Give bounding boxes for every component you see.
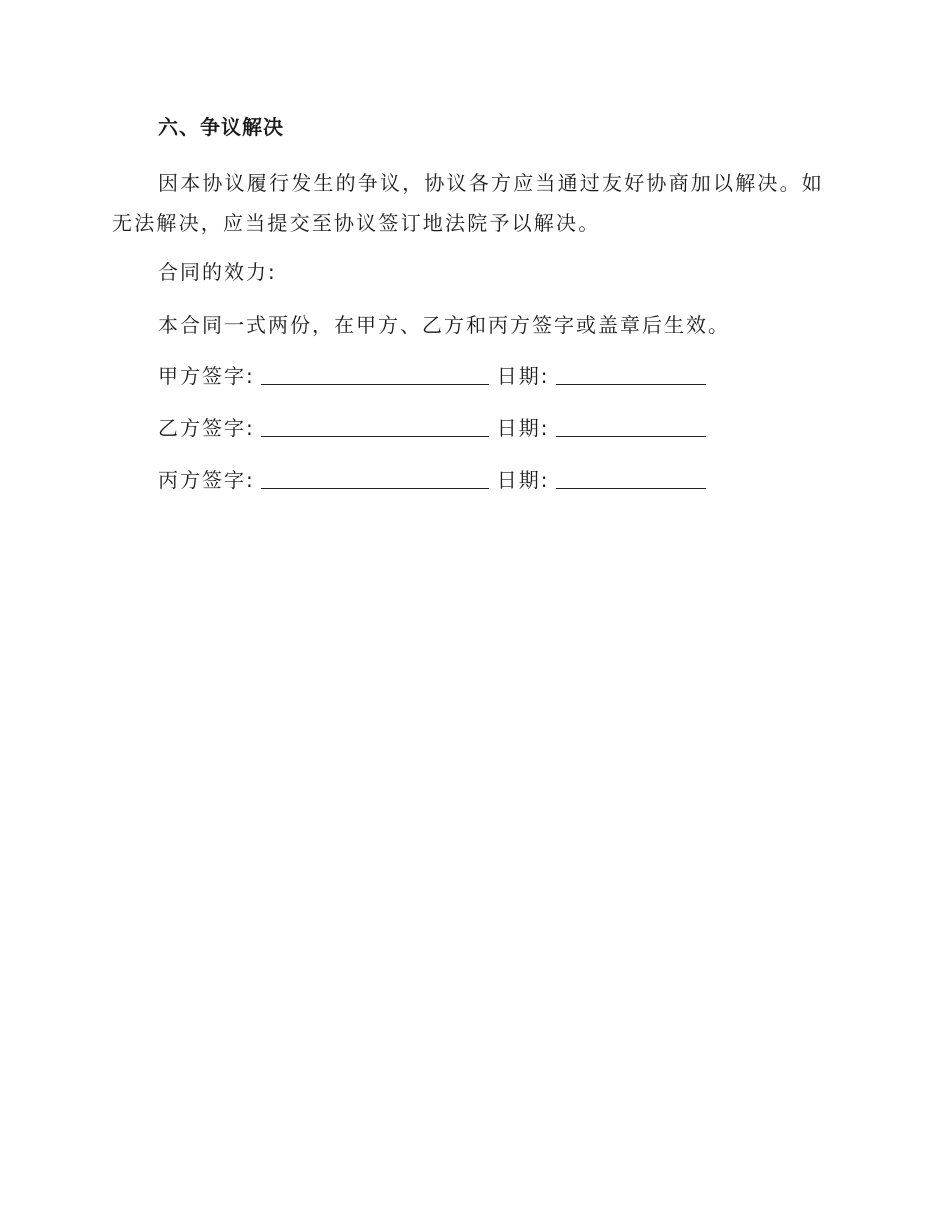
party-b-sign-label: 乙方签字: bbox=[158, 416, 255, 440]
party-a-sign-label: 甲方签字: bbox=[158, 364, 255, 388]
party-a-date-label: 日期: bbox=[496, 364, 550, 388]
party-b-date-blank bbox=[556, 414, 706, 437]
party-c-sign-label: 丙方签字: bbox=[158, 468, 255, 492]
party-c-sign-blank bbox=[261, 466, 489, 489]
party-c-date-label: 日期: bbox=[496, 468, 550, 492]
party-b-date-label: 日期: bbox=[496, 416, 550, 440]
section-heading: 六、争议解决 bbox=[158, 115, 284, 139]
effect-text: 本合同一式两份，在甲方、乙方和丙方签字或盖章后生效。 bbox=[158, 313, 730, 337]
party-b-sign-blank bbox=[261, 414, 489, 437]
party-a-date-blank bbox=[556, 362, 706, 385]
signature-row-party-a bbox=[158, 362, 706, 390]
effect-title: 合同的效力: bbox=[158, 260, 277, 284]
party-c-date-blank bbox=[556, 466, 706, 489]
party-a-sign-blank bbox=[261, 362, 489, 385]
signature-row-party-c bbox=[158, 466, 706, 494]
signature-row-party-b bbox=[158, 414, 706, 442]
dispute-paragraph: 因本协议履行发生的争议，协议各方应当通过友好协商加以解决。如无法解决，应当提交至协议签订地法院予以解决。 bbox=[112, 171, 824, 235]
